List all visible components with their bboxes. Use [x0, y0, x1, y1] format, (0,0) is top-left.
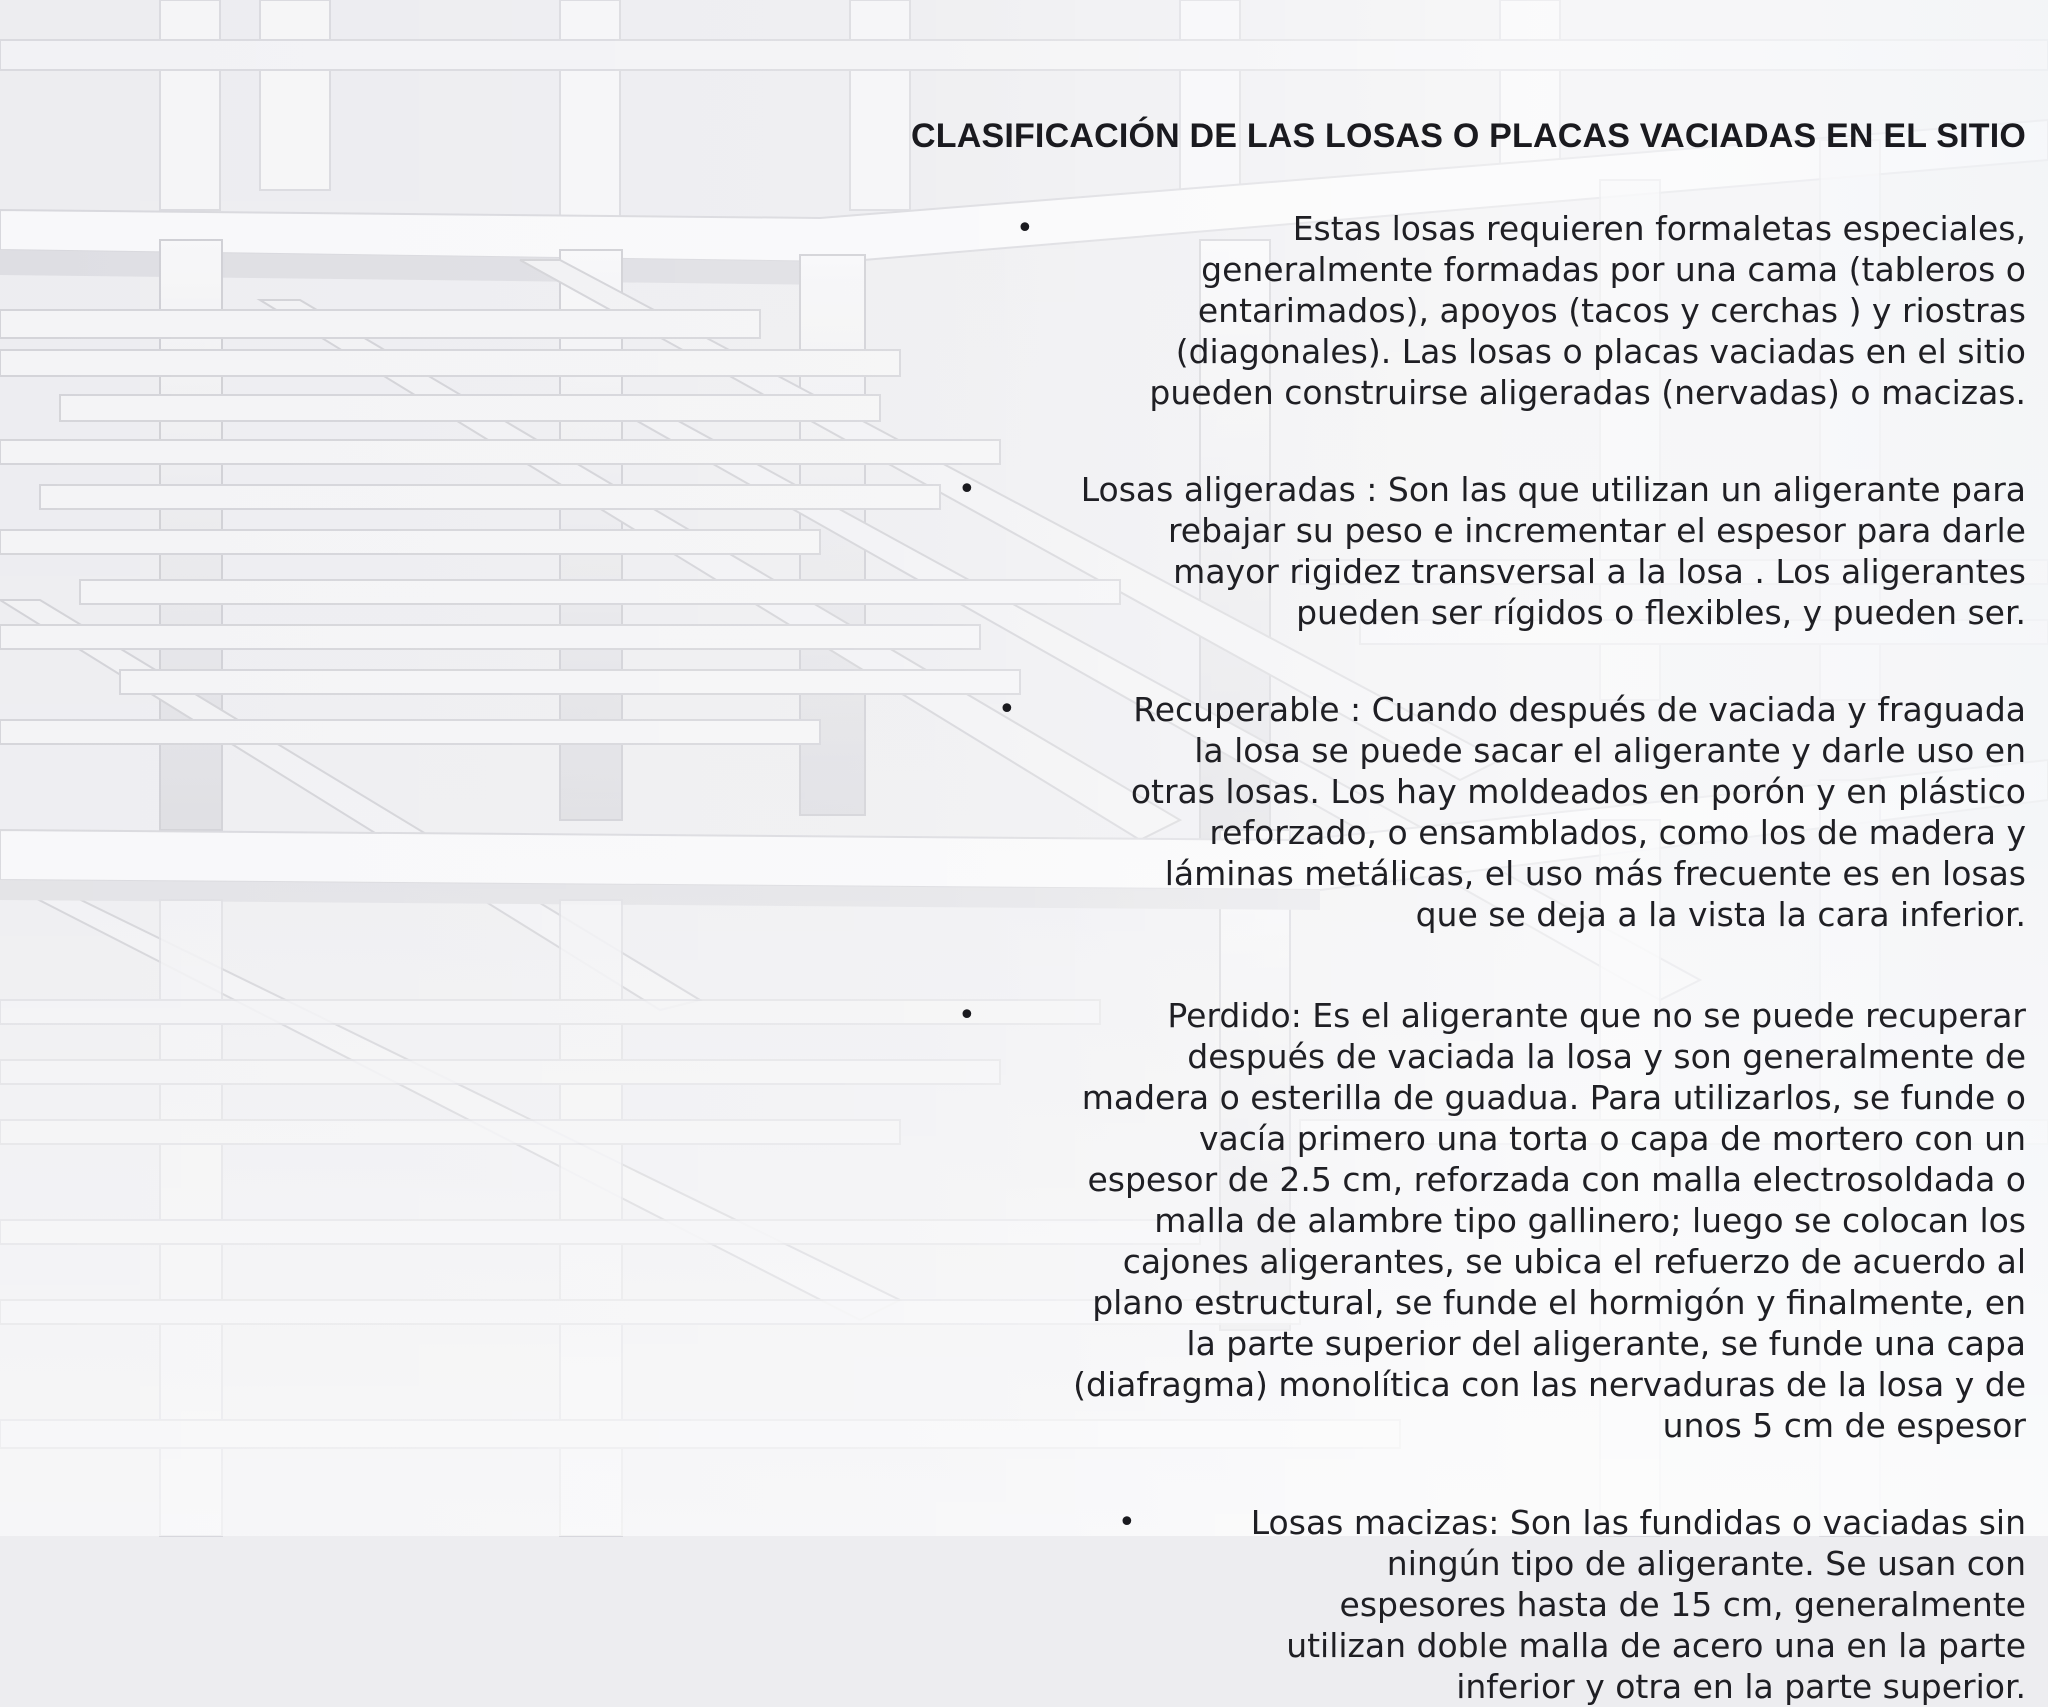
- slide-content: [686, 112, 2026, 1707]
- bullet-item: [686, 689, 2026, 935]
- bullet-marker: •: [998, 692, 1016, 727]
- bullet-list: [686, 208, 2026, 1707]
- bullet-text: Recuperable : Cuando después de vaciada y fraguada la losa se puede sacar el aligerante y darle uso en otras losas. Los hay moldeados en porón y en plástico reforzado, o ensamblados, como los de madera y láminas metálicas, el uso más frecuente es en losas que se deja a la vista la cara inferior.: [1130, 690, 2026, 934]
- bullet-text: Losas aligeradas : Son las que utilizan un aligerante para rebajar su peso e incrementar el espesor para darle mayor rigidez transversal a la losa . Los aligerantes pueden ser rígidos o flexibles, y pueden ser.: [1080, 470, 2026, 632]
- bullet-marker: •: [958, 472, 976, 507]
- bullet-marker: •: [1118, 1505, 1136, 1540]
- bullet-marker: •: [958, 998, 976, 1033]
- bullet-marker: •: [1016, 211, 1034, 246]
- bullet-item: [686, 1502, 2026, 1707]
- bullet-text: Perdido: Es el aligerante que no se puede recuperar después de vaciada la losa y son generalmente de madera o esterilla de guadua. Para utilizarlos, se funde o vacía primero una torta o capa de mortero con un espesor de 2.5 cm, reforzada con malla electrosoldada o malla de alambre tipo gallinero; luego se colocan los cajones aligerantes, se ubica el refuerzo de acuerdo al plano estructural, se funde el hormigón y finalmente, en la parte superior del aligerante, se funde una capa (diafragma) monolítica con las nervaduras de la losa y de unos 5 cm de espesor: [1073, 996, 2026, 1445]
- slide-title: CLASIFICACIÓN DE LAS LOSAS O PLACAS VACIADAS EN EL SITIO: [910, 117, 2026, 155]
- bullet-item: [686, 208, 2026, 413]
- bullet-text: Losas macizas: Son las fundidas o vaciadas sin ningún tipo de aligerante. Se usan con espesores hasta de 15 cm, generalmente utilizan doble malla de acero una en la parte inferior y otra en la parte superior.: [1250, 1503, 2026, 1706]
- bullet-item: [686, 995, 2026, 1446]
- bullet-text: Estas losas requieren formaletas especiales, generalmente formadas por una cama (tableros o entarimados), apoyos (tacos y cerchas ) y riostras (diagonales). Las losas o placas vaciadas en el sitio pueden construirse aligeradas (nervadas) o macizas.: [1149, 209, 2026, 412]
- bullet-item: [686, 469, 2026, 633]
